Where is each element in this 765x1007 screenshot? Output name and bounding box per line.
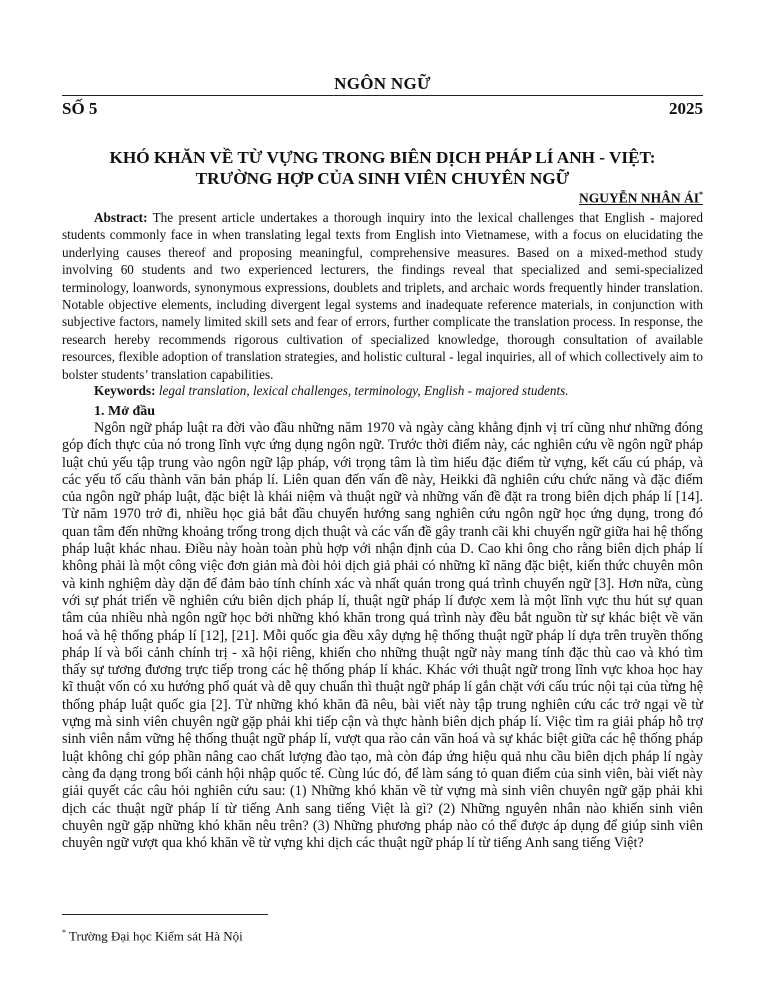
- keywords-text: legal translation, lexical challenges, terminology, English - majored students.: [155, 383, 569, 398]
- issue-row: [62, 99, 703, 123]
- article-title: [62, 147, 703, 189]
- keywords-label: Keywords:: [94, 383, 156, 398]
- author-name: [579, 190, 703, 207]
- issue-year: 2025: [669, 99, 703, 118]
- title-line-1: KHÓ KHĂN VỀ TỪ VỰNG TRONG BIÊN DỊCH PHÁP LÍ ANH - VIỆT:: [109, 148, 656, 167]
- issue-number: SỐ 5: [62, 99, 98, 118]
- footnote-text: Trường Đại học Kiểm sát Hà Nội: [66, 928, 243, 944]
- footnote-mark: *: [62, 928, 66, 937]
- body-paragraph: Ngôn ngữ pháp luật ra đời vào đầu những năm 1970 và ngày càng khẳng định vị trí cũng như những đóng góp đích thực của nó trong lĩnh vực ứng dụng ngôn ngữ. Trước thời điểm này, các nghiên cứu về ngôn ngữ pháp luật chủ yếu tập trung vào ngôn ngữ lập pháp, với trọng tâm là tìm hiểu đặc điểm từ vựng, kết cấu cú pháp, và các yếu tố cấu thành văn bản pháp lí. Liên quan đến vấn đề này, Heikki đã nghiên cứu chức năng và đặc điểm của ngôn ngữ pháp luật, đặc biệt là khái niệm và thuật ngữ và những vấn đề đặt ra trong biên dịch pháp lí [14]. Từ năm 1970 trở đi, nhiều học giả bắt đầu chuyển hướng sang nghiên cứu ngôn ngữ học ứng dụng, trong đó quan tâm đến những khoảng trống trong dịch thuật và các vấn đề gây tranh cãi khi chuyển ngữ giữa hai hệ thống pháp luật khác nhau. Điều này hoàn toàn phù hợp với nhận định của D. Cao khi ông cho rằng biên dịch pháp lí không phải là một công việc đơn giản mà đòi hỏi dịch giả phải có những kĩ năng đặc biệt, kiến thức chuyên môn và kinh nghiệm dày dặn để đảm bảo tính chính xác và nhất quán trong quá trình chuyển ngữ [3]. Hơn nữa, cùng với sự phát triển về nghiên cứu biên dịch pháp lí, thuật ngữ pháp lí được xem là một lĩnh vực thu hút sự quan tâm của nhiều nhà ngôn ngữ học bởi những khó khăn trong quá trình này đều bắt nguồn từ sự khác biệt về văn hoá và hệ thống pháp lí [12], [21]. Mỗi quốc gia đều xây dựng hệ thống thuật ngữ pháp lí dựa trên truyền thống pháp lí và bối cảnh chính trị - xã hội riêng, khiến cho những thuật ngữ này mang tính đặc thù cao và khó tìm thấy sự tương đương trực tiếp trong các hệ thống pháp lí khác. Khác với thuật ngữ trong lĩnh vực khoa học hay kĩ thuật vốn có xu hướng phổ quát và dễ quy chuẩn thì thuật ngữ pháp lí gắn chặt với cấu trúc nội tại của từng hệ thống pháp luật quốc gia [2]. Từ những khó khăn đã nêu, bài viết này tập trung nghiên cứu các trở ngại về từ vựng mà sinh viên chuyên ngữ gặp phải khi tiếp cận và thực hành biên dịch pháp lí. Việc tìm ra giải pháp hỗ trợ sinh viên nắm vững hệ thống thuật ngữ pháp lí, vượt qua rào cản văn hoá và sự khác biệt giữa các hệ thống pháp luật không chỉ góp phần nâng cao chất lượng đào tạo, mà còn đáp ứng hiệu quả nhu cầu biên dịch pháp lí ngày càng đa dạng trong bối cảnh hội nhập quốc tế. Cùng lúc đó, để làm sáng tỏ quan điểm của sinh viên, bài viết này giải quyết các câu hỏi nghiên cứu sau: (1) Những khó khăn về từ vựng mà sinh viên chuyên ngữ gặp phải khi dịch các thuật ngữ pháp lí từ tiếng Anh sang tiếng Việt là gì? (2) Những nguyên nhân nào khiến sinh viên chuyên ngữ gặp những khó khăn nêu trên? (3) Những phương pháp nào có thể được áp dụng để giúp sinh viên chuyên ngữ vượt qua khó khăn về từ vựng khi dịch các thuật ngữ pháp lí từ tiếng Anh sang tiếng Việt?: [62, 420, 703, 852]
- journal-name: NGÔN NGỮ: [334, 74, 431, 93]
- header-rule: [62, 95, 703, 96]
- footnote-rule: [62, 914, 268, 915]
- keywords: [94, 382, 703, 399]
- abstract-text: The present article undertakes a thorough inquiry into the lexical challenges that English - majored students commonly face in when translating legal texts from English into Vietnamese, with a focus on elucidating the underlying causes thereof and proposing meaningful, comprehensive measures. Based on a mixed-method study involving 60 students and two experienced lecturers, the findings reveal that specialized and semi-specialized terminology, loanwords, synonymous expressions, doublets and triplets, and archaic words frequently hinder translation. Notable objective elements, including divergent legal systems and inadequate reference materials, in conjunction with subjective factors, namely limited skill sets and fear of errors, further complicate the translation process. In response, the research hereby recommends rigorous cultivation of specialized knowledge, thorough consultation of available resources, flexible adoption of translation strategies, and holistic cultural - legal inquiries, all of which collectively aim to bolster students’ translation capabilities.: [62, 210, 703, 382]
- author-text: NGUYỄN NHÂN ÁI: [578, 190, 699, 206]
- title-line-2: TRƯỜNG HỢP CỦA SINH VIÊN CHUYÊN NGỮ: [195, 169, 570, 188]
- abstract: [62, 209, 703, 383]
- abstract-label: Abstract:: [94, 210, 148, 225]
- footnote: [62, 928, 243, 944]
- author-footnote-mark: *: [699, 190, 703, 199]
- section-heading: 1. Mở đầu: [94, 404, 156, 419]
